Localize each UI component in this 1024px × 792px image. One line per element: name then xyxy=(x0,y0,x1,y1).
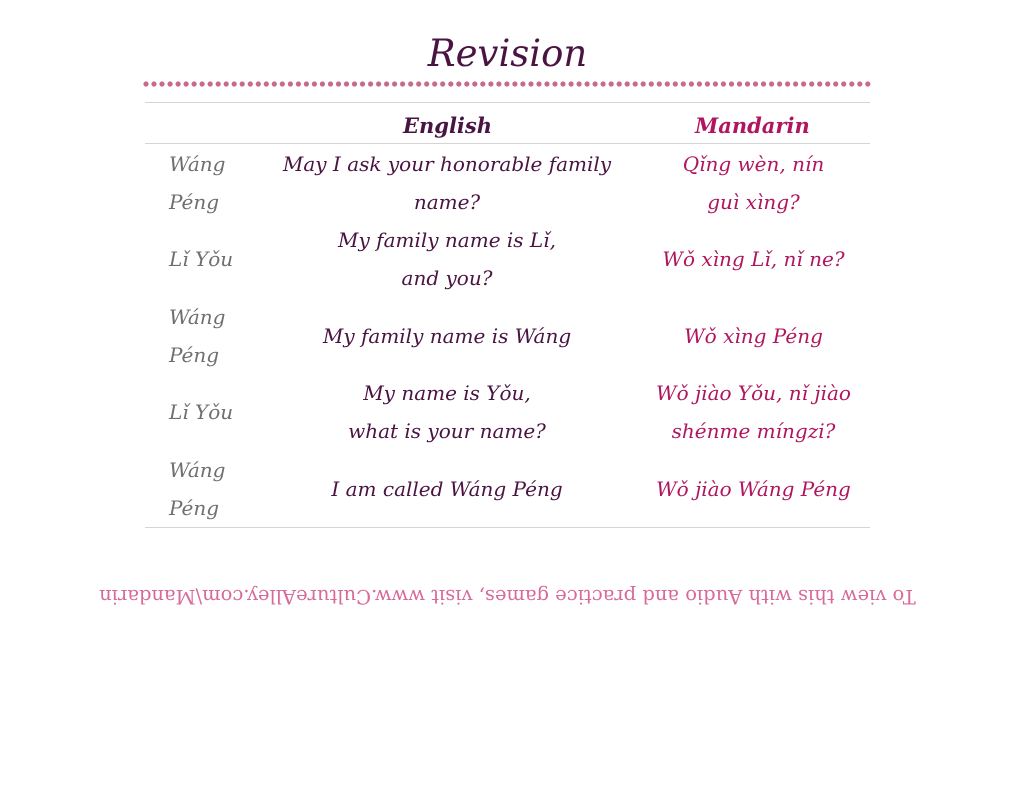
speaker-cell: Wáng Péng xyxy=(169,151,226,214)
divider-dot xyxy=(143,81,148,86)
divider-dot xyxy=(833,81,838,86)
divider-dot xyxy=(264,81,269,86)
divider-dot xyxy=(729,81,734,86)
mandarin-cell: Wǒ jiào Yǒu, nǐ jiào shénme míngzi? xyxy=(656,381,851,443)
divider-dot xyxy=(681,81,686,86)
dotted-divider xyxy=(142,78,872,90)
table-header xyxy=(145,103,870,144)
divider-dot xyxy=(625,81,630,86)
divider-dot xyxy=(809,81,814,86)
divider-dot xyxy=(697,81,702,86)
divider-dot xyxy=(432,81,437,86)
speaker-cell: Lǐ Yǒu xyxy=(169,247,234,271)
divider-dot xyxy=(392,81,397,86)
divider-dot xyxy=(577,81,582,86)
divider-dot xyxy=(320,81,325,86)
divider-dot xyxy=(585,81,590,86)
divider-dot xyxy=(440,81,445,86)
divider-dot xyxy=(785,81,790,86)
divider-dot xyxy=(713,81,718,86)
divider-dot xyxy=(689,81,694,86)
english-cell: May I ask your honorable family name? xyxy=(282,151,612,214)
divider-dot xyxy=(504,81,509,86)
divider-dot xyxy=(159,81,164,86)
divider-dot xyxy=(408,81,413,86)
english-cell: My name is Yǒu, what is your name? xyxy=(348,381,546,443)
divider-dot xyxy=(240,81,245,86)
divider-dot xyxy=(817,81,822,86)
divider-dot xyxy=(312,81,317,86)
divider-dot xyxy=(761,81,766,86)
divider-dot xyxy=(472,81,477,86)
revision-table xyxy=(145,102,870,528)
divider-dot xyxy=(601,81,606,86)
page-title: Revision xyxy=(427,32,588,75)
mandarin-cell: Wǒ xìng Lǐ, nǐ ne? xyxy=(662,247,845,271)
divider-dot xyxy=(400,81,405,86)
divider-dot xyxy=(737,81,742,86)
divider-dot xyxy=(825,81,830,86)
divider-dot xyxy=(544,81,549,86)
table-row xyxy=(145,450,870,527)
speaker-cell: Wáng Péng xyxy=(169,457,226,520)
divider-dot xyxy=(296,81,301,86)
mandarin-cell: Wǒ xìng Péng xyxy=(684,323,823,348)
divider-dot xyxy=(168,81,173,86)
header-mandarin: Mandarin xyxy=(695,113,810,138)
divider-dot xyxy=(849,81,854,86)
divider-dot xyxy=(753,81,758,86)
divider-dot xyxy=(280,81,285,86)
divider-dot xyxy=(657,81,662,86)
divider-dot xyxy=(705,81,710,86)
divider-dot xyxy=(151,81,156,86)
divider-dot xyxy=(552,81,557,86)
divider-dot xyxy=(200,81,205,86)
divider-dot xyxy=(520,81,525,86)
divider-dot xyxy=(184,81,189,86)
divider-dot xyxy=(352,81,357,86)
divider-dot xyxy=(569,81,574,86)
divider-dot xyxy=(865,81,870,86)
divider-dot xyxy=(448,81,453,86)
divider-dot xyxy=(617,81,622,86)
divider-dot xyxy=(512,81,517,86)
mandarin-cell: Qǐng wèn, nín guì xìng? xyxy=(682,151,825,214)
divider-dot xyxy=(256,81,261,86)
divider-dot xyxy=(488,81,493,86)
divider-dot xyxy=(665,81,670,86)
divider-dot xyxy=(721,81,726,86)
divider-dot xyxy=(304,81,309,86)
divider-dot xyxy=(841,81,846,86)
divider-dot xyxy=(328,81,333,86)
divider-dot xyxy=(769,81,774,86)
divider-dot xyxy=(793,81,798,86)
english-cell: I am called Wáng Péng xyxy=(331,476,563,501)
divider-dot xyxy=(464,81,469,86)
table-row xyxy=(145,374,870,450)
table-row xyxy=(145,221,870,297)
table-row xyxy=(145,297,870,374)
divider-dot xyxy=(376,81,381,86)
english-cell: My family name is Lǐ, and you? xyxy=(338,228,556,290)
speaker-cell: Wáng Péng xyxy=(169,304,226,367)
divider-dot xyxy=(224,81,229,86)
divider-dot xyxy=(480,81,485,86)
divider-dot xyxy=(176,81,181,86)
divider-dot xyxy=(456,81,461,86)
divider-dot xyxy=(288,81,293,86)
divider-dot xyxy=(216,81,221,86)
divider-dot xyxy=(673,81,678,86)
divider-dot xyxy=(633,81,638,86)
divider-dot xyxy=(192,81,197,86)
divider-dot xyxy=(528,81,533,86)
divider-dot xyxy=(593,81,598,86)
divider-dot xyxy=(609,81,614,86)
divider-dot xyxy=(536,81,541,86)
divider-dot xyxy=(336,81,341,86)
divider-dot xyxy=(857,81,862,86)
divider-dot xyxy=(416,81,421,86)
divider-dot xyxy=(384,81,389,86)
divider-dot xyxy=(649,81,654,86)
divider-dot xyxy=(368,81,373,86)
divider-dot xyxy=(801,81,806,86)
divider-dot xyxy=(232,81,237,86)
divider-dot xyxy=(344,81,349,86)
divider-dot xyxy=(641,81,646,86)
speaker-cell: Lǐ Yǒu xyxy=(169,400,234,424)
divider-dot xyxy=(248,81,253,86)
divider-dot xyxy=(360,81,365,86)
english-cell: My family name is Wáng xyxy=(322,323,572,348)
mandarin-cell: Wǒ jiào Wáng Péng xyxy=(656,476,851,501)
divider-dot xyxy=(560,81,565,86)
divider-dot xyxy=(777,81,782,86)
divider-dot xyxy=(496,81,501,86)
divider-dot xyxy=(424,81,429,86)
divider-dot xyxy=(745,81,750,86)
footer-note: To view this with Audio and practice games, visit www.CultureAlley.com\Mandarin xyxy=(99,585,916,608)
header-english: English xyxy=(403,113,493,138)
divider-dot xyxy=(208,81,213,86)
divider-dot xyxy=(272,81,277,86)
table-row xyxy=(145,144,870,221)
